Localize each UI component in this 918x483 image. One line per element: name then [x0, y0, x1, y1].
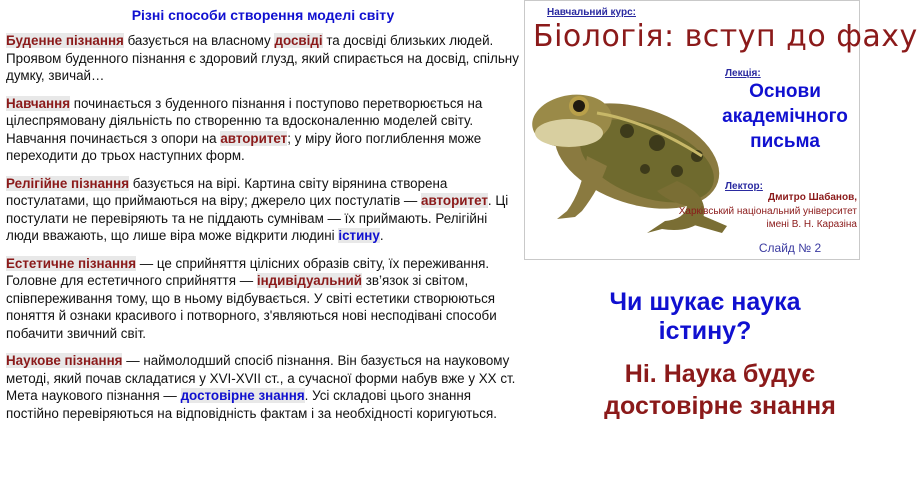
- paragraph-text: — наймолодший спосіб пізнання. Він базується на науковому методі, який почав складатися у XVI-XVII ст., а сучасної форми набув вже у XX ст. Мета наукового пізнання —: [6, 353, 516, 403]
- highlighted-term: Наукове пізнання: [6, 353, 123, 368]
- highlighted-term: індивідуальний: [256, 273, 363, 288]
- highlighted-term: Релігійне пізнання: [6, 175, 130, 191]
- course-title-card: [524, 0, 918, 260]
- paragraph-text: базується на вірі. Картина світу вірянина створена постулатами, що приймаються на віру; джерело цих постулатів —: [6, 175, 448, 208]
- paragraph-text: — це сприйняття цілісних образів світу, їх переживання. Головне для естетичного сприйняття —: [6, 255, 490, 288]
- question-heading: Чи шукає наука істину?: [609, 288, 801, 345]
- highlighted-term: Буденне пізнання: [6, 33, 124, 48]
- answer-heading: Ні. Наука будує достовірне знання: [604, 360, 836, 420]
- highlighted-term: авторитет: [421, 193, 488, 208]
- lecture-title: Основи академічного письма: [722, 81, 848, 152]
- lecture-label: Лекція:: [725, 68, 761, 79]
- left-text-column: [6, 6, 520, 432]
- lector-organization: Харківський національний університет імені В. Н. Каразіна: [678, 206, 857, 230]
- paragraph: [6, 352, 520, 422]
- highlighted-term: авторитет: [220, 130, 288, 146]
- paragraph-text: починається з буденного пізнання і поступово перетворюється на цілеспрямовану діяльність по створенню та вдосконаленню моделей світу. Навчання починається з опори на: [6, 95, 483, 146]
- lector-label: Лектор:: [725, 181, 763, 192]
- paragraph-text: . Усі складові цього знання постійно перевіряються на відповідність фактам і за необхідності коригуються.: [6, 388, 497, 421]
- highlighted-term: досвіді: [274, 33, 323, 48]
- paragraph-text: ; у міру його поглиблення може переходити до трьох наступних форм.: [6, 130, 482, 163]
- slide-number: Слайд № 2: [758, 241, 822, 255]
- highlighted-term: істину: [338, 228, 380, 243]
- paragraph: [6, 32, 520, 85]
- paragraph-text: та досвіді близьких людей. Проявом буденного пізнання є здоровий глузд, який спирається на досвід, спільну думку, звичай…: [6, 33, 519, 83]
- highlighted-term: Навчання: [6, 95, 71, 111]
- highlighted-term: Естетичне пізнання: [6, 255, 137, 271]
- course-label: Навчальний курс:: [547, 7, 636, 18]
- paragraph-list: [6, 32, 520, 422]
- lector-name: Дмитро Шабанов,: [768, 192, 857, 203]
- paragraph-text: базується на власному: [123, 33, 275, 48]
- paragraph-text: . Ці постулати не перевіряють та не піддають сумнівам — їх приймають. Релігійні люди вважають, що лише віра може відкрити людині: [6, 193, 509, 243]
- paragraph-text: зв’язок зі світом, співпереживання тому, що в ньому відбувається. У світі естетики створюються поняття й ознаки красивого і потворного, з'являються нові несподівані способи побачити звичний світ.: [6, 273, 497, 341]
- paragraph: [6, 95, 520, 165]
- highlighted-term: достовірне знання: [180, 388, 305, 403]
- paragraph: [6, 255, 520, 343]
- course-title: Біологія: вступ до фаху: [533, 19, 918, 54]
- paragraph: [6, 175, 520, 245]
- section-title: Різні способи створення моделі світу: [131, 7, 395, 23]
- paragraph-text: .: [379, 228, 384, 243]
